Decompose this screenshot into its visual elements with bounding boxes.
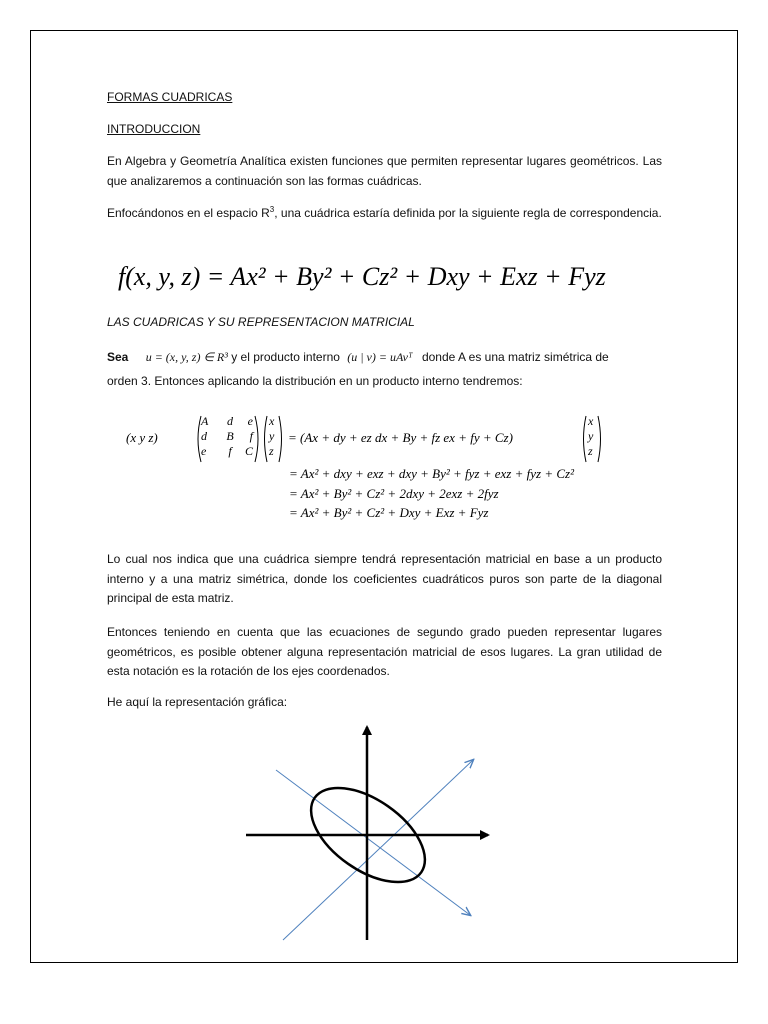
- paragraph-space-start: Enfocándonos en el espacio R: [107, 206, 270, 220]
- sea-line-2: orden 3. Entonces aplicando la distribución en un producto interno tendremos:: [107, 374, 523, 388]
- sea-word: Sea: [107, 350, 129, 364]
- matrix-a-cell: f: [228, 444, 232, 458]
- vector-entry: x: [269, 414, 275, 428]
- rotated-axis-2: [276, 770, 470, 915]
- rotated-axis-1: [283, 760, 473, 940]
- paragraph-symmetric: Lo cual nos indica que una cuádrica siempre tendrá representación matricial en base a un producto interno y a una matriz simétrica, donde los coeficientes cuadráticos puros son parte de la diagonal principal de esta matriz.: [107, 552, 662, 605]
- paragraph-space-end: , una cuádrica estaría definida por la siguiente regla de correspondencia.: [274, 206, 662, 220]
- main-equation: f(x, y, z) = Ax² + By² + Cz² + Dxy + Exz + Fyz: [118, 262, 606, 291]
- row-vector: (x y z): [126, 430, 158, 445]
- sea-end-text: donde A es una matriz simétrica de: [421, 350, 609, 364]
- matrix-a-cell: f: [249, 429, 253, 443]
- sea-mid-text: y el producto interno: [231, 350, 340, 364]
- matrix-a-cell: d: [227, 414, 233, 428]
- expansion-line: = Ax² + dxy + exz + dxy + By² + fyz + exz + fyz + Cz²: [289, 466, 574, 481]
- expansion-line: = Ax² + By² + Cz² + 2dxy + 2exz + 2fyz: [289, 486, 499, 501]
- quadric-rotation-figure: [230, 715, 510, 945]
- matrix-a-table: [201, 414, 253, 459]
- title-heading: FORMAS CUADRICAS: [107, 90, 233, 104]
- matrix-a-cell: A: [201, 414, 209, 428]
- paragraph-space: [107, 204, 662, 224]
- vector-entry: y: [269, 429, 275, 443]
- column-vector-left: [262, 414, 284, 464]
- sea-line: [107, 348, 667, 368]
- rhs-row-vector: = (Ax + dy + ez dx + By + fz ex + fy + Cz): [288, 430, 513, 445]
- vector-entry: z: [588, 444, 593, 458]
- matrix-a-cell: e: [201, 444, 207, 458]
- matrix-section-heading: LAS CUADRICAS Y SU REPRESENTACION MATRICIAL: [107, 315, 415, 329]
- sea-math-vector: u = (x, y, z) ∈ R³: [145, 350, 228, 364]
- vector-entry: x: [588, 414, 594, 428]
- matrix-a-cell: C: [244, 444, 253, 458]
- vector-entry: z: [269, 444, 274, 458]
- intro-heading: INTRODUCCION: [107, 122, 201, 136]
- vector-entry: y: [588, 429, 594, 443]
- matrix-a-cell: B: [226, 429, 234, 443]
- expansion-line: = Ax² + By² + Cz² + Dxy + Exz + Fyz: [289, 505, 489, 520]
- sea-math-product: (u | v) = uAvᵀ: [347, 350, 413, 364]
- paragraph-graphic: He aquí la representación gráfica:: [107, 695, 288, 709]
- matrix-a-cell: d: [201, 429, 207, 443]
- paragraph-intro: En Algebra y Geometría Analítica existen funciones que permiten representar lugares geométricos. Las que analizaremos a continuación son las formas cuádricas.: [107, 154, 662, 188]
- paragraph-space-sup: 3: [269, 205, 275, 214]
- matrix-a: [195, 414, 261, 464]
- matrix-a-cell: e: [247, 414, 253, 428]
- column-vector-right: [581, 414, 603, 464]
- paragraph-rotation: Entonces teniendo en cuenta que las ecuaciones de segundo grado pueden representar lugares geométricos, es posible obtener alguna representación matricial de esos lugares. La gran utilidad de esta notación es la rotación de los ejes coordenados.: [107, 625, 662, 678]
